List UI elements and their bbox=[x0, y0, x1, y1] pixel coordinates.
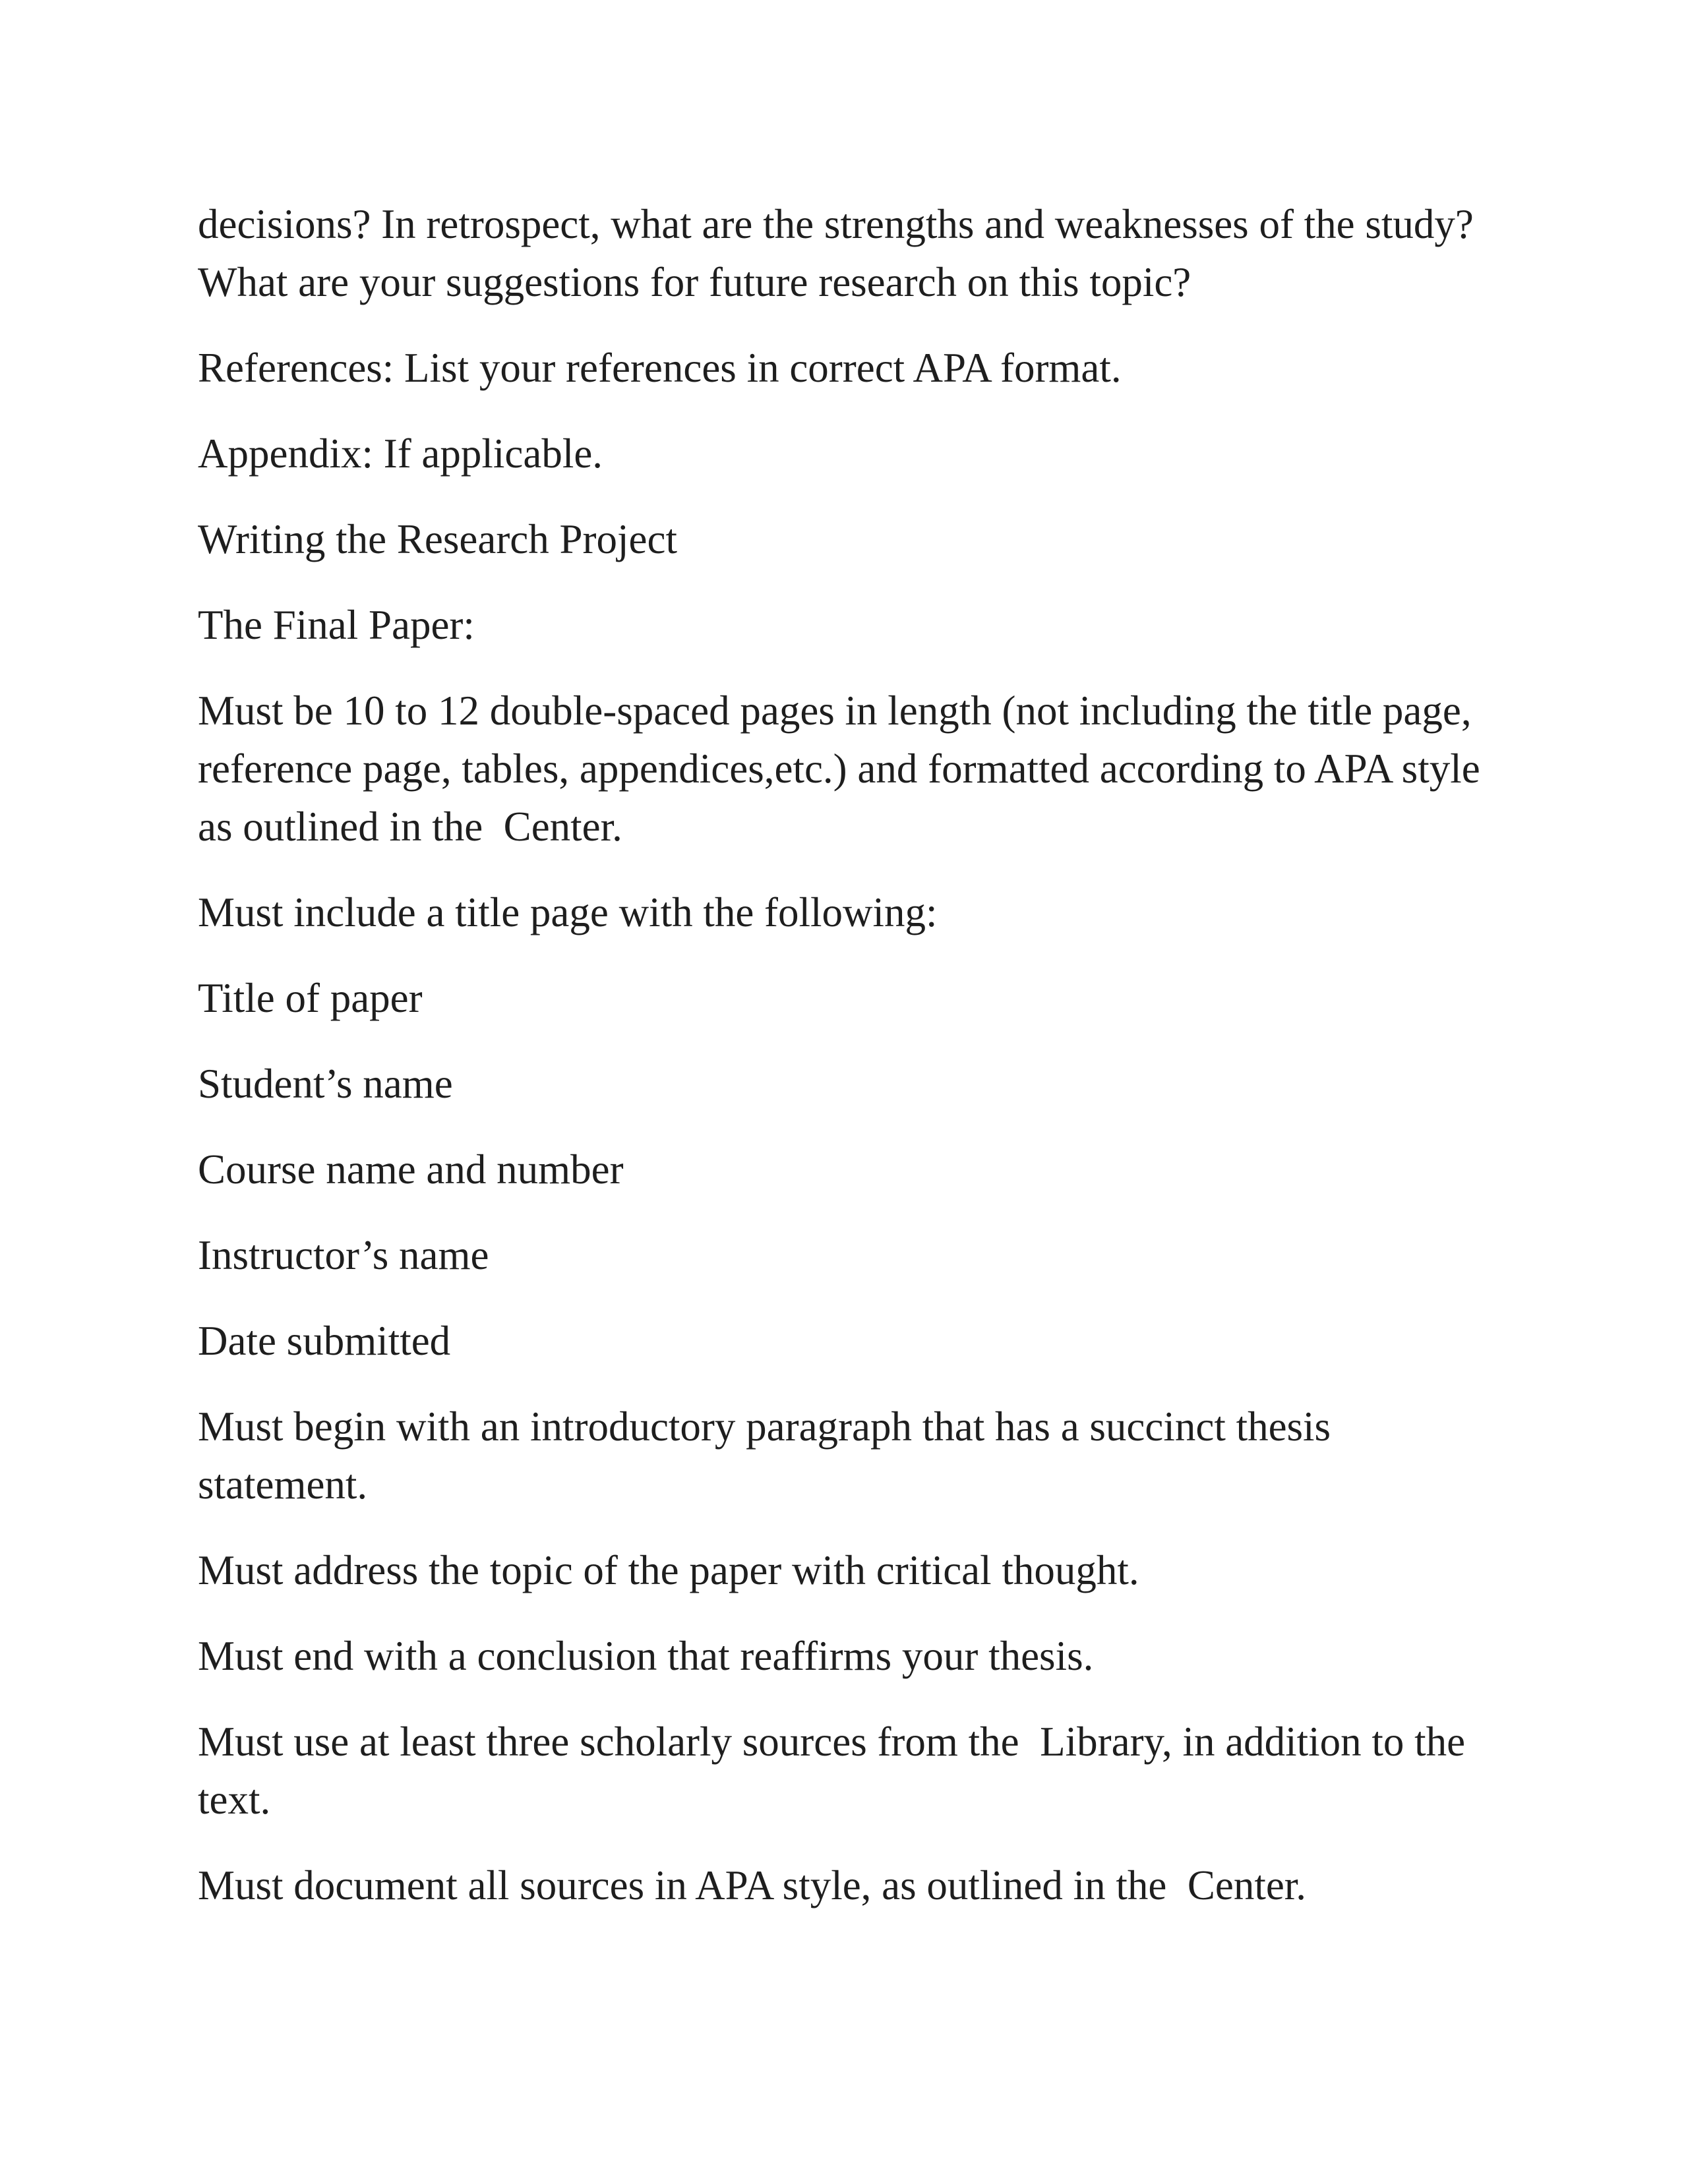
subheading-final-paper: The Final Paper: bbox=[198, 602, 475, 648]
paragraph-references: References: List your references in correct APA format. bbox=[198, 345, 1122, 391]
title-page-item-instructor: Instructor’s name bbox=[198, 1232, 489, 1278]
title-page-item-title: Title of paper bbox=[198, 975, 423, 1021]
requirement-apa-documentation: Must document all sources in APA style, as outlined in the Center. bbox=[198, 1862, 1307, 1908]
section-heading-writing: Writing the Research Project bbox=[198, 516, 677, 562]
title-page-item-course: Course name and number bbox=[198, 1146, 624, 1193]
document-body bbox=[198, 195, 1510, 1942]
title-page-item-date: Date submitted bbox=[198, 1318, 451, 1364]
requirement-length-format: Must be 10 to 12 double-spaced pages in length (not including the title page, reference page, tables, appendices,etc.) and formatted according to APA style as outlined in the Center. bbox=[198, 688, 1491, 850]
paragraph-discussion-questions: decisions? In retrospect, what are the strengths and weaknesses of the study? What are your suggestions for future research on this topic? bbox=[198, 201, 1484, 305]
requirement-title-page: Must include a title page with the following: bbox=[198, 889, 938, 935]
requirement-conclusion: Must end with a conclusion that reaffirms your thesis. bbox=[198, 1633, 1094, 1679]
requirement-critical-thought: Must address the topic of the paper with critical thought. bbox=[198, 1547, 1139, 1593]
requirement-introduction: Must begin with an introductory paragraph that has a succinct thesis statement. bbox=[198, 1403, 1341, 1508]
paragraph-appendix: Appendix: If applicable. bbox=[198, 430, 603, 477]
requirement-sources: Must use at least three scholarly sources from the Library, in addition to the text. bbox=[198, 1719, 1476, 1823]
title-page-item-student: Student’s name bbox=[198, 1061, 453, 1107]
